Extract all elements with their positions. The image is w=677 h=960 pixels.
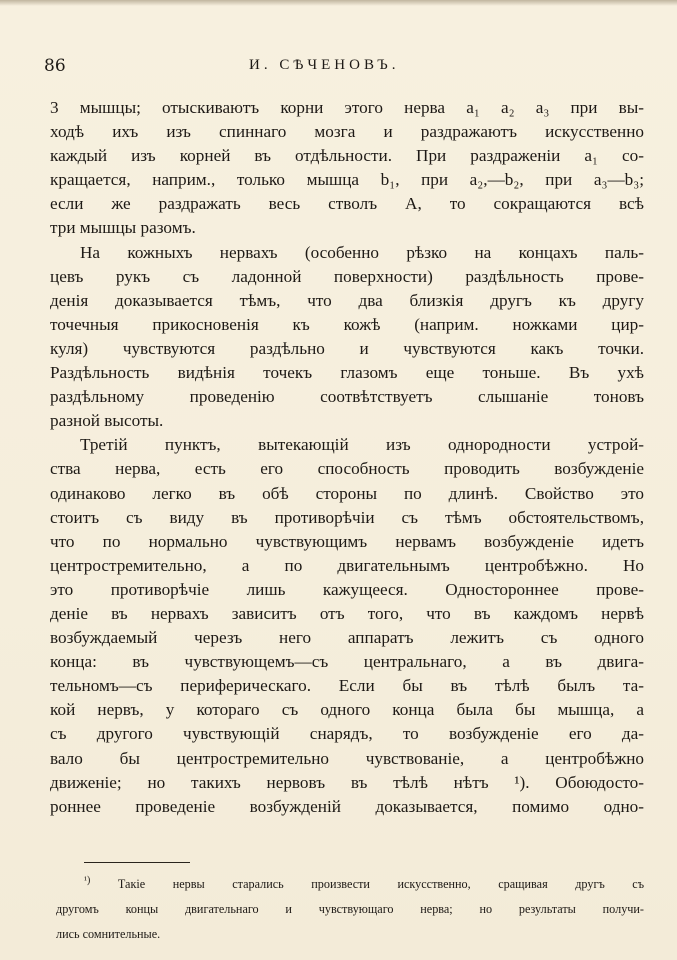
text-line: роннее проведеніе возбужденій доказывается, помимо одно- — [50, 796, 644, 816]
text-line: это противорѣчіе лишь кажущееся. Одностороннее прове- — [50, 579, 644, 599]
text-line: возбуждаемый черезъ него аппаратъ лежитъ съ одного — [50, 628, 644, 648]
text-line: Раздѣльность видѣнія точекъ глазомъ еще тоньше. Въ ухѣ — [50, 363, 644, 383]
footnote-line: другомъ концы двигательнаго и чувствующаго нерва; но результаты получи- — [56, 902, 644, 916]
page-number: 86 — [44, 56, 66, 76]
text-line: Третій пунктъ, вытекающій изъ однородности устрой- — [80, 435, 644, 455]
text-line: каждый изъ корней въ отдѣльности. При раздраженіи a₁ со- — [50, 146, 644, 166]
text-line: если же раздражать весь стволъ A, то сокращаются всѣ — [50, 194, 644, 214]
text-line: центростремительно, а по двигательнымъ центробѣжно. Но — [50, 555, 644, 575]
footnote-line — [56, 872, 644, 897]
footnote-divider — [84, 862, 190, 863]
footnote — [56, 872, 644, 947]
text-line: движеніе; но такихъ нервовъ въ тѣлѣ нѣтъ ¹). Обоюдосто- — [50, 772, 644, 792]
text-line: три мышцы разомъ. — [50, 218, 196, 238]
text-line: ходѣ ихъ изъ спиннаго мозга и раздражаютъ искусственно — [50, 122, 644, 142]
text-line: разной высоты. — [50, 411, 164, 431]
text-line: На кожныхъ нервахъ (особенно рѣзко на концахъ паль- — [80, 242, 644, 262]
text-line: что по нормально чувствующимъ нервамъ возбужденіе идетъ — [50, 531, 644, 551]
text-line: стоитъ съ виду въ противорѣчіи съ тѣмъ обстоятельствомъ, — [50, 507, 644, 527]
text-line: деніе въ нервахъ зависитъ отъ того, что въ каждомъ нервѣ — [50, 603, 644, 623]
main-text — [50, 96, 644, 819]
text-line: ства нерва, есть его способность проводить возбужденіе — [50, 459, 644, 479]
text-line: конца: въ чувствующемъ—съ центральнаго, а въ двига- — [50, 652, 644, 672]
footnote-marker: ¹) — [84, 874, 91, 886]
text-line: кращается, наприм., только мышца b₁, при a₂,—b₂, при a₃—b₃; — [50, 170, 644, 190]
page-header — [44, 56, 642, 80]
footnote-line: лись сомнительные. — [56, 927, 161, 941]
text-line: тельномъ—съ периферическаго. Если бы въ тѣлѣ былъ та- — [50, 676, 644, 696]
text-line: точечныя прикосновенія къ кожѣ (наприм. ножками цир- — [50, 314, 644, 334]
text-line: кой нервъ, у котораго съ одного конца была бы мышца, а — [50, 700, 644, 720]
text-line: денія доказывается тѣмъ, что два близкія другъ къ другу — [50, 290, 644, 310]
text-line: цевъ рукъ съ ладонной поверхности) раздѣльность прове- — [50, 266, 644, 286]
page-edge-shadow — [0, 0, 677, 6]
text-line: вало бы центростремительно чувствованіе, а центробѣжно — [50, 748, 644, 768]
text-line: раздѣльному проведенію соотвѣтствуетъ слышаніе тоновъ — [50, 387, 644, 407]
text-line: съ другого чувствующій снарядъ, то возбужденіе его да- — [50, 724, 644, 744]
text-line: куля) чувствуются раздѣльно и чувствуются какъ точки. — [50, 338, 644, 358]
text-line: 3 мышцы; отыскиваютъ корни этого нерва a₁ a₂ a₃ при вы- — [50, 98, 644, 117]
text-line: одинаково легко въ обѣ стороны по длинѣ. Свойство это — [50, 483, 644, 503]
running-title: И. СѢЧЕНОВЪ. — [249, 57, 400, 73]
footnote-text: Такіе нервы старались произвести искусственно, сращивая другъ съ — [117, 877, 644, 891]
